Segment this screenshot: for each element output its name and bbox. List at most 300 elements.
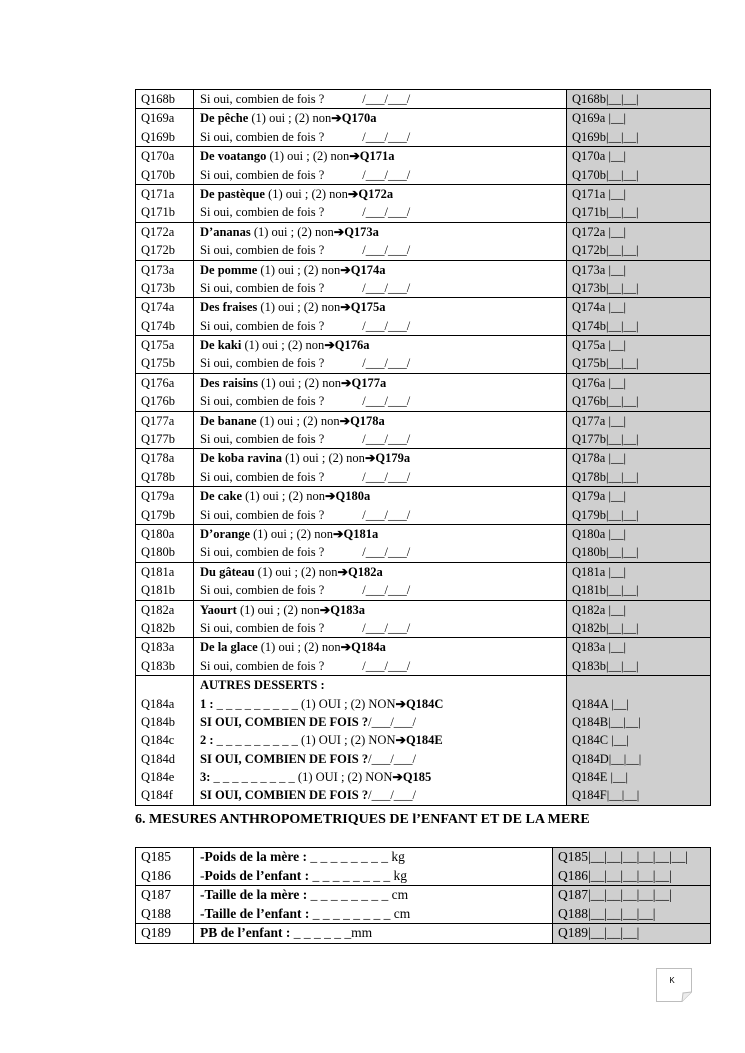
question-line [200,581,566,599]
skip-target: Q174a [350,262,386,277]
response-cell[interactable] [567,449,711,487]
bold-label: De kaki [200,338,242,353]
bold-label: 2 : [200,733,214,748]
response-boxes: Q169b|__|__| [572,129,639,144]
question-code: Q176b [141,394,176,409]
question-code: Q184b [141,714,176,729]
skip-target: Q171a [359,149,395,164]
question-code: Q180b [141,545,176,560]
skip-target: Q177a [351,375,387,390]
response-boxes: Q173a |__| [572,262,626,277]
count-blank: /___/___/ [362,318,411,333]
question-line [200,468,566,486]
question-code: Q180a [141,526,175,541]
count-blank: /___/___/ [362,583,411,598]
response-boxes: Q177b|__|__| [572,432,639,447]
question-code-cell [136,600,194,638]
response-boxes: Q187|__|__|__|__|__| [558,887,672,902]
question-text: (1) oui ; (2) non [242,489,325,504]
page-corner-label [656,968,692,1002]
response-cell[interactable] [567,524,711,562]
question-code: Q177a [141,413,175,428]
bold-label: De pomme [200,262,258,277]
question-text: (1) oui ; (2) non [250,526,333,541]
question-code: Q185 [141,849,171,864]
bold-label: De pastèque [200,186,265,201]
arrow-right-icon: ➔ [340,300,351,315]
response-boxes: Q176a |__| [572,375,626,390]
question-line [200,731,566,749]
response-boxes: Q170b|__|__| [572,167,639,182]
arrow-right-icon: ➔ [333,224,345,239]
count-blank: /___/___/ [362,658,411,673]
question-line [200,848,552,867]
response-boxes: Q172a |__| [572,224,626,239]
response-boxes: Q179a |__| [572,489,626,504]
question-line [200,412,566,430]
question-text-cell [194,676,567,806]
question-text-cell [194,848,553,886]
skip-target: Q184E [405,733,443,748]
question-text-cell [194,600,567,638]
response-boxes: Q171a |__| [572,186,626,201]
response-boxes: Q170a |__| [572,149,626,164]
question-line [200,166,566,184]
skip-target: Q180a [335,489,371,504]
arrow-right-icon: ➔ [395,733,406,748]
question-text-cell [194,260,567,298]
anthropometric-table [135,847,711,944]
question-text: Si oui, combien de fois ? [200,620,325,635]
question-text: (1) oui ; (2) non [257,640,341,655]
question-text-cell [194,373,567,411]
question-text: _ _ _ _ _ _ _ _ kg [306,849,405,864]
response-boxes: Q185|__|__|__|__|__|__| [558,849,688,864]
question-text-cell [194,109,567,147]
response-boxes: Q173b|__|__| [572,280,639,295]
count-blank: /___/___/ [362,167,411,182]
question-code-cell [136,924,194,944]
arrow-right-icon: ➔ [332,526,344,541]
bold-label: -Taille de la mère : [200,887,308,902]
response-cell[interactable] [567,676,711,806]
arrow-right-icon: ➔ [395,696,406,711]
question-text: Si oui, combien de fois ? [200,167,325,182]
question-line [200,203,566,221]
question-code: Q181b [141,583,176,598]
question-text: (1) oui ; (2) non [281,451,365,466]
table-row [136,336,711,374]
response-boxes: Q178b|__|__| [572,469,639,484]
question-text: (1) oui ; (2) non [248,111,332,126]
question-line [200,261,566,279]
question-line [200,619,566,637]
response-boxes: Q182b|__|__| [572,620,639,635]
bold-label: De pêche [200,111,249,126]
table-row [136,886,711,924]
bold-label: D’ananas [200,224,251,239]
question-text: (1) oui ; (2) non [241,338,325,353]
question-code-cell [136,298,194,336]
skip-target: Q175a [350,300,386,315]
question-text: Si oui, combien de fois ? [200,92,325,106]
question-code: Q184f [141,788,173,803]
question-code: Q178a [141,451,175,466]
question-code: Q179b [141,507,176,522]
count-blank: /___/___/ [362,129,411,144]
question-text-cell [194,147,567,185]
table-row [136,524,711,562]
response-boxes: Q188|__|__|__|__| [558,905,656,921]
arrow-right-icon: ➔ [339,413,351,428]
count-blank: /___/___/ [362,280,411,295]
bold-label: Des fraises [200,300,258,315]
question-line [200,392,566,410]
question-line [200,563,566,581]
table-row [136,184,711,222]
bold-label: De banane [200,413,257,428]
question-line [200,676,566,694]
bold-label: De voatango [200,149,267,164]
question-text: _ _ _ _ _ _mm [290,925,373,940]
response-boxes: Q184A |__| [572,696,629,711]
question-code-cell [136,336,194,374]
question-line [200,354,566,372]
response-cell[interactable] [567,298,711,336]
question-text-cell [194,924,553,944]
folded-page-icon [656,968,692,1002]
question-text: Si oui, combien de fois ? [200,129,325,144]
question-line [200,430,566,448]
question-code: Q176a [141,375,175,390]
question-text-cell [194,184,567,222]
response-boxes: Q181b|__|__| [572,583,639,598]
table-row [136,373,711,411]
question-text: (1) oui ; (2) non [258,375,341,390]
arrow-right-icon: ➔ [347,186,359,201]
question-text: /___/___/ [368,714,417,729]
response-cell[interactable] [567,373,711,411]
dessert-questions-table [135,89,711,806]
question-text: Si oui, combien de fois ? [200,394,325,409]
question-line [200,336,566,354]
response-boxes: Q174b|__|__| [572,318,639,333]
question-line [200,128,566,146]
bold-label: Yaourt [200,602,237,617]
question-text: Si oui, combien de fois ? [200,205,325,220]
bold-label: SI OUI, COMBIEN DE FOIS ? [200,788,369,803]
question-code: Q170b [141,167,176,182]
question-line [200,638,566,656]
question-code: Q184d [141,751,176,766]
question-line [200,786,566,804]
question-code-cell [136,638,194,676]
question-text: Si oui, combien de fois ? [200,507,325,522]
response-cell[interactable] [567,109,711,147]
question-code-cell [136,184,194,222]
question-code-cell [136,147,194,185]
table-row [136,638,711,676]
arrow-right-icon: ➔ [331,111,342,126]
table-row [136,562,711,600]
question-text-cell [194,298,567,336]
response-boxes: Q169a |__| [572,111,626,126]
question-code: Q182a [141,602,175,617]
question-line [200,543,566,561]
bold-label: De la glace [200,640,258,655]
question-text: (1) oui ; (2) non [254,564,338,579]
count-blank: /___/___/ [362,92,411,106]
table-row [136,260,711,298]
question-text: /___/___/ [368,788,417,803]
question-text: Si oui, combien de fois ? [200,318,325,333]
bold-label: -Poids de la mère : [200,849,307,864]
response-boxes: Q186|__|__|__|__|__| [558,867,672,883]
table-row [136,147,711,185]
question-code-cell [136,449,194,487]
question-line [200,487,566,505]
skip-target: Q170a [341,111,377,126]
question-code: Q172a [141,224,175,239]
question-line [200,223,566,241]
count-blank: /___/___/ [362,620,411,635]
question-code: Q183a [141,640,175,655]
question-code: Q171a [141,186,175,201]
question-code: Q177b [141,432,176,447]
question-line [200,905,552,924]
question-code-cell [136,848,194,886]
question-text: Si oui, combien de fois ? [200,583,325,598]
arrow-right-icon: ➔ [340,262,351,277]
prefix: - [200,867,205,883]
question-code-cell [136,886,194,924]
table-row [136,487,711,525]
question-code: Q188 [141,905,171,921]
count-blank: /___/___/ [362,507,411,522]
question-line [200,713,566,731]
response-cell[interactable] [567,336,711,374]
response-cell[interactable] [567,222,711,260]
question-text-cell [194,222,567,260]
question-code-cell [136,222,194,260]
bold-label: PB de l’enfant : [200,925,291,940]
table-row [136,411,711,449]
response-boxes: Q177a |__| [572,413,626,428]
response-cell[interactable] [553,848,711,886]
question-code: Q173a [141,262,175,277]
skip-target: Q183a [330,602,366,617]
bold-label: D’orange [200,526,250,541]
response-boxes: Q183a |__| [572,640,626,655]
question-line [200,657,566,675]
question-code: Q169a [141,111,175,126]
question-text: _ _ _ _ _ _ _ _ _ (1) OUI ; (2) NON [210,770,393,785]
table-row [136,298,711,336]
question-code: Q189 [141,925,171,940]
question-line [200,241,566,259]
bold-label: AUTRES DESSERTS : [200,678,325,693]
question-text: Si oui, combien de fois ? [200,356,325,371]
bold-label: 1 : [200,696,214,711]
question-code: Q184c [141,733,175,748]
question-text: (1) oui ; (2) non [264,186,348,201]
bold-label: De cake [200,489,242,504]
question-text: Si oui, combien de fois ? [200,545,325,560]
skip-target: Q181a [343,526,379,541]
skip-target: Q179a [375,451,411,466]
question-text: Si oui, combien de fois ? [200,243,325,258]
question-text: /___/___/ [368,751,417,766]
question-line [200,109,566,127]
skip-target: Q172a [358,186,394,201]
count-blank: /___/___/ [362,432,411,447]
question-code-cell [136,562,194,600]
question-code-cell [136,411,194,449]
question-line [200,768,566,786]
question-code: Q186 [141,867,171,883]
question-line [200,298,566,316]
bold-label: Des raisins [200,375,258,390]
response-cell[interactable] [567,147,711,185]
question-code: Q179a [141,489,175,504]
arrow-right-icon: ➔ [340,640,352,655]
question-code: Q175b [141,356,176,371]
question-line [200,449,566,467]
question-text: Si oui, combien de fois ? [200,658,325,673]
arrow-right-icon: ➔ [392,770,403,785]
count-blank: /___/___/ [362,243,411,258]
question-code-cell [136,373,194,411]
question-code: Q171b [141,205,176,220]
question-text-cell [194,336,567,374]
bold-label: -Taille de l’enfant : [200,905,310,921]
question-code: Q181a [141,564,175,579]
question-code: Q183b [141,658,176,673]
question-code: Q178b [141,469,176,484]
question-line [200,924,552,943]
table-row [136,109,711,147]
response-cell[interactable] [567,600,711,638]
response-boxes: Q180a |__| [572,526,626,541]
bold-label: SI OUI, COMBIEN DE FOIS ? [200,751,369,766]
response-cell[interactable] [553,886,711,924]
bold-label: SI OUI, COMBIEN DE FOIS ? [200,714,369,729]
response-boxes: Q184B|__|__| [572,714,641,729]
question-text: (1) oui ; (2) non [250,224,334,239]
skip-target: Q173a [344,224,379,239]
question-code-cell [136,109,194,147]
bold-label: De koba ravina [200,451,282,466]
page-label: K [669,976,675,985]
arrow-right-icon: ➔ [340,375,352,390]
question-text: _ _ _ _ _ _ _ _ _ (1) OUI ; (2) NON [213,696,396,711]
response-boxes: Q182a |__| [572,602,626,617]
question-line [200,525,566,543]
question-line [200,695,566,713]
question-text-cell [194,638,567,676]
arrow-right-icon: ➔ [337,564,348,579]
response-boxes: Q171b|__|__| [572,205,639,220]
table-row [136,90,711,109]
question-text: _ _ _ _ _ _ _ _ cm [309,905,411,921]
question-text-cell [194,411,567,449]
response-cell[interactable] [567,487,711,525]
response-cell[interactable] [553,924,711,944]
question-line [200,279,566,297]
skip-target: Q184a [351,640,386,655]
response-cell[interactable] [567,411,711,449]
skip-target: Q176a [334,338,370,353]
response-boxes: Q180b|__|__| [572,545,639,560]
question-text-cell [194,562,567,600]
response-boxes [572,676,710,694]
question-text: _ _ _ _ _ _ _ _ cm [307,887,409,902]
question-text-cell [194,90,567,109]
response-boxes: Q168b|__|__| [572,92,639,106]
question-text-cell [194,886,553,924]
response-boxes: Q184D|__|__| [572,751,642,766]
response-cell[interactable] [567,90,711,109]
question-text: Si oui, combien de fois ? [200,469,325,484]
response-boxes: Q175a |__| [572,338,626,353]
response-boxes: Q184E |__| [572,770,629,785]
bold-label: Du gâteau [200,564,255,579]
table-row [136,848,711,886]
response-cell[interactable] [567,638,711,676]
response-cell[interactable] [567,562,711,600]
question-line [200,185,566,203]
question-code: Q182b [141,620,176,635]
table-row [136,600,711,638]
question-code-cell [136,487,194,525]
response-boxes: Q181a |__| [572,564,626,579]
count-blank: /___/___/ [362,469,411,484]
question-code: Q187 [141,887,171,902]
response-cell[interactable] [567,184,711,222]
question-code-cell [136,260,194,298]
question-text-cell [194,487,567,525]
question-line [200,147,566,165]
question-text: _ _ _ _ _ _ _ _ kg [309,867,407,883]
question-text: (1) oui ; (2) non [257,300,341,315]
question-text: (1) oui ; (2) non [256,413,340,428]
question-code: Q172b [141,243,176,258]
bold-label: Poids de l’enfant : [204,867,310,883]
table-row [136,676,711,806]
question-line [200,750,566,768]
question-code [141,676,193,694]
section-title: 6. MESURES ANTHROPOMETRIQUES DE l’ENFANT ET DE LA MERE [135,812,590,827]
response-cell[interactable] [567,260,711,298]
question-text: (1) oui ; (2) non [257,262,341,277]
arrow-right-icon: ➔ [319,602,331,617]
response-boxes: Q183b|__|__| [572,658,639,673]
question-text: (1) oui ; (2) non [236,602,320,617]
question-code: Q169b [141,129,176,144]
question-line [200,90,566,108]
question-code: Q170a [141,149,175,164]
arrow-right-icon: ➔ [324,489,336,504]
response-boxes: Q176b|__|__| [572,394,639,409]
question-code: Q175a [141,338,175,353]
question-text: (1) oui ; (2) non [266,149,350,164]
response-boxes: Q174a |__| [572,300,626,315]
response-boxes: Q189|__|__|__| [558,925,640,940]
question-line [200,506,566,524]
response-boxes: Q179b|__|__| [572,507,639,522]
count-blank: /___/___/ [362,205,411,220]
arrow-right-icon: ➔ [364,451,376,466]
